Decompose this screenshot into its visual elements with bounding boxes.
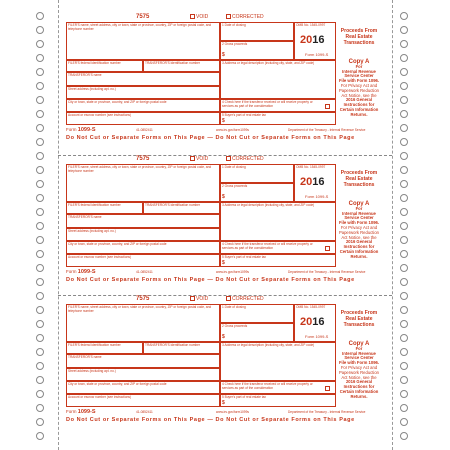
buyer-tax-box[interactable] <box>220 254 336 267</box>
copy-file: File with Form 1096. <box>338 360 380 366</box>
void-label: VOID <box>196 156 209 162</box>
filer-info-label: FILER'S name, street address, city or town, state or province, country, ZIP or foreign postal code, and telephone number <box>68 165 212 173</box>
filer-tin-box[interactable] <box>66 342 143 354</box>
form-1099s <box>66 296 382 436</box>
tractor-hole-icon <box>400 40 408 48</box>
account-label: Account or escrow number (see instructions) <box>68 113 132 117</box>
date-closing-label: 1 Date of closing <box>222 305 246 309</box>
tractor-hole-icon <box>400 404 408 412</box>
copy-a-instructions <box>336 342 382 400</box>
date-closing-label: 1 Date of closing <box>222 23 246 27</box>
box4-label: 4 Check here if the transferor received or will receive property or services as part of the consideration <box>222 242 313 250</box>
copy-file: File with Form 1096. <box>338 78 380 84</box>
corrected-label: CORRECTED <box>232 296 264 302</box>
tractor-hole-icon <box>400 180 408 188</box>
tractor-hole-icon <box>36 306 44 314</box>
tax-year <box>300 176 325 188</box>
transferor-tin-label: TRANSFEROR'S identification number <box>145 203 200 207</box>
form-number: 7575 <box>136 14 150 20</box>
tractor-hole-icon <box>400 152 408 160</box>
box4-consideration[interactable] <box>220 241 336 254</box>
copy-instructions: 2016 General Instructions for Certain Information Returns. <box>339 239 379 259</box>
box4-checkbox-icon[interactable] <box>325 246 330 251</box>
tractor-hole-icon <box>400 236 408 244</box>
tractor-hole-icon <box>400 222 408 230</box>
copy-a-instructions <box>336 202 382 260</box>
account-number-box[interactable] <box>66 394 220 407</box>
box4-checkbox-icon[interactable] <box>325 104 330 109</box>
copy-irs: Internal Revenue Service Center <box>342 68 376 79</box>
buyer-tax-box[interactable] <box>220 394 336 407</box>
tractor-hole-icon <box>400 96 408 104</box>
tax-year <box>300 316 325 328</box>
form-header <box>66 296 382 304</box>
form-1099s <box>66 156 382 296</box>
omb-label: OMB No. 1545-0997 <box>296 165 326 169</box>
gross-proceeds-box[interactable] <box>220 183 294 202</box>
copy-irs: Internal Revenue Service Center <box>342 210 376 221</box>
city-box[interactable] <box>66 99 220 112</box>
street-address-box[interactable] <box>66 228 220 241</box>
tractor-hole-icon <box>36 152 44 160</box>
tractor-hole-icon <box>36 278 44 286</box>
account-label: Account or escrow number (see instructions) <box>68 255 132 259</box>
gross-dollar-sign: $ <box>222 194 225 200</box>
filer-info-box[interactable] <box>66 304 220 342</box>
property-address-box[interactable] <box>220 342 336 381</box>
filer-info-label: FILER'S name, street address, city or town, state or province, country, ZIP or foreign postal code, and telephone number <box>68 23 212 31</box>
gross-proceeds-box[interactable] <box>220 323 294 342</box>
property-address-label: 3 Address or legal description (including city, state, and ZIP code) <box>222 203 315 207</box>
tractor-hole-icon <box>400 390 408 398</box>
tractor-hole-icon <box>400 82 408 90</box>
date-closing-box[interactable] <box>220 22 294 41</box>
do-not-cut-warning: Do Not Cut or Separate Forms on This Page — Do Not Cut or Separate Forms on This Page <box>66 277 355 283</box>
filer-info-box[interactable] <box>66 164 220 202</box>
omb-year-box <box>294 304 336 342</box>
city-label: City or town, state or province, country, and ZIP or foreign postal code <box>68 100 167 104</box>
form-header <box>66 14 382 22</box>
tractor-hole-icon <box>36 194 44 202</box>
buyer-tax-box[interactable] <box>220 112 336 125</box>
copy-privacy: For Privacy Act and Paperwork Reduction Act Notice, see the <box>338 364 380 380</box>
tractor-hole-icon <box>36 390 44 398</box>
tractor-hole-icon <box>36 348 44 356</box>
tractor-hole-icon <box>36 54 44 62</box>
footer-form-number: 1099-S <box>77 127 96 133</box>
gross-dollar-sign: $ <box>222 52 225 58</box>
street-address-label: Street address (including apt. no.) <box>68 229 116 233</box>
void-label: VOID <box>196 14 209 20</box>
tractor-hole-icon <box>400 306 408 314</box>
transferor-tin-box[interactable] <box>143 202 220 214</box>
transferor-tin-box[interactable] <box>143 60 220 72</box>
omb-label: OMB No. 1545-0997 <box>296 23 326 27</box>
tractor-hole-icon <box>36 96 44 104</box>
box5-label: 5 Buyer's part of real estate tax <box>222 395 267 399</box>
corrected-label: CORRECTED <box>232 156 264 162</box>
box5-dollar-sign: $ <box>222 400 225 406</box>
street-address-label: Street address (including apt. no.) <box>68 369 116 373</box>
tractor-hole-icon <box>36 334 44 342</box>
copy-instructions: 2016 General Instructions for Certain Information Returns. <box>339 97 379 117</box>
box5-label: 5 Buyer's part of real estate tax <box>222 255 267 259</box>
filer-info-label: FILER'S name, street address, city or town, state or province, country, ZIP or foreign postal code, and telephone number <box>68 305 212 313</box>
city-box[interactable] <box>66 381 220 394</box>
year-suffix: 16 <box>312 34 325 46</box>
filer-tin-box[interactable] <box>66 60 143 72</box>
omb-year-box <box>294 164 336 202</box>
tractor-hole-icon <box>36 376 44 384</box>
city-label: City or town, state or province, country, and ZIP or foreign postal code <box>68 242 167 246</box>
tractor-hole-icon <box>400 250 408 258</box>
omb-label: OMB No. 1545-0997 <box>296 305 326 309</box>
tractor-hole-icon <box>400 208 408 216</box>
tractor-hole-icon <box>400 12 408 20</box>
box4-consideration[interactable] <box>220 99 336 112</box>
tractor-hole-icon <box>36 166 44 174</box>
do-not-cut-warning: Do Not Cut or Separate Forms on This Page — Do Not Cut or Separate Forms on This Page <box>66 135 355 141</box>
filer-tin-label: FILER'S federal identification number <box>68 343 121 347</box>
tractor-hole-icon <box>400 264 408 272</box>
year-suffix: 16 <box>312 176 325 188</box>
copy-instructions: 2016 General Instructions for Certain Information Returns. <box>339 379 379 399</box>
form-label-small: Form 1099-S <box>305 334 329 339</box>
gross-proceeds-label: 2 Gross proceeds <box>222 184 248 188</box>
copy-for: For <box>355 345 363 351</box>
tractor-hole-icon <box>400 138 408 146</box>
tractor-hole-icon <box>36 418 44 426</box>
year-prefix: 20 <box>300 34 313 46</box>
corrected-checkbox[interactable] <box>226 156 264 162</box>
form-number: 7575 <box>136 156 150 162</box>
gross-proceeds-label: 2 Gross proceeds <box>222 324 248 328</box>
tractor-hole-icon <box>36 82 44 90</box>
transferor-name-label: TRANSFEROR'S name <box>68 73 102 77</box>
box4-label: 4 Check here if the transferor received or will receive property or services as part of the consideration <box>222 100 313 108</box>
copy-for: For <box>355 63 363 69</box>
tractor-hole-icon <box>400 278 408 286</box>
footer-form-word: Form <box>66 127 77 132</box>
copy-privacy: For Privacy Act and Paperwork Reduction Act Notice, see the <box>338 82 380 98</box>
tractor-hole-icon <box>36 40 44 48</box>
checkbox-icon <box>226 14 231 19</box>
tractor-hole-icon <box>36 404 44 412</box>
property-address-box[interactable] <box>220 60 336 99</box>
tractor-hole-icon <box>400 362 408 370</box>
transferor-name-box[interactable] <box>66 214 220 228</box>
tractor-hole-icon <box>400 68 408 76</box>
checkbox-icon <box>226 296 231 301</box>
tax-year <box>300 34 325 46</box>
copy-a-label: Copy A <box>348 59 370 65</box>
tractor-hole-icon <box>36 12 44 20</box>
year-prefix: 20 <box>300 176 313 188</box>
tractor-hole-icon <box>36 432 44 440</box>
date-closing-box[interactable] <box>220 304 294 323</box>
street-address-label: Street address (including apt. no.) <box>68 87 116 91</box>
footer-dept: Department of the Treasury - Internal Revenue Service <box>288 128 366 132</box>
footer-form-name <box>66 409 96 415</box>
checkbox-icon <box>190 14 195 19</box>
corrected-checkbox[interactable] <box>226 296 264 302</box>
tractor-hole-icon <box>400 124 408 132</box>
copy-for: For <box>355 205 363 211</box>
footer-url: www.irs.gov/form1099s <box>216 410 249 414</box>
tractor-hole-icon <box>36 250 44 258</box>
year-prefix: 20 <box>300 316 313 328</box>
tractor-hole-icon <box>36 68 44 76</box>
tractor-hole-icon <box>36 264 44 272</box>
transferor-tin-box[interactable] <box>143 342 220 354</box>
form-1099s <box>66 14 382 154</box>
footer-form-name <box>66 127 96 133</box>
corrected-checkbox[interactable] <box>226 14 264 20</box>
tractor-hole-icon <box>36 180 44 188</box>
street-address-box[interactable] <box>66 368 220 381</box>
filer-tin-box[interactable] <box>66 202 143 214</box>
tractor-hole-icon <box>400 54 408 62</box>
transferor-tin-label: TRANSFEROR'S identification number <box>145 343 200 347</box>
box5-dollar-sign: $ <box>222 118 225 124</box>
account-number-box[interactable] <box>66 112 220 125</box>
footer-cat: 41-0852411 <box>136 270 153 274</box>
tractor-hole-icon <box>400 376 408 384</box>
copy-a-label: Copy A <box>348 201 370 207</box>
footer-url: www.irs.gov/form1099s <box>216 128 249 132</box>
tractor-hole-icon <box>36 138 44 146</box>
form-title: Proceeds From Real Estate Transactions <box>340 28 378 46</box>
box4-label: 4 Check here if the transferor received or will receive property or services as part of the consideration <box>222 382 313 390</box>
form-header <box>66 156 382 164</box>
checkbox-icon <box>190 156 195 161</box>
form-label-small: Form 1099-S <box>305 52 329 57</box>
tractor-hole-icon <box>400 348 408 356</box>
property-address-label: 3 Address or legal description (including city, state, and ZIP code) <box>222 61 315 65</box>
void-checkbox[interactable] <box>190 296 208 302</box>
footer-url: www.irs.gov/form1099s <box>216 270 249 274</box>
box5-dollar-sign: $ <box>222 260 225 266</box>
footer-form-name <box>66 269 96 275</box>
gross-dollar-sign: $ <box>222 334 225 340</box>
copy-a-label: Copy A <box>348 341 370 347</box>
do-not-cut-warning: Do Not Cut or Separate Forms on This Page — Do Not Cut or Separate Forms on This Page <box>66 417 355 423</box>
filer-tin-label: FILER'S federal identification number <box>68 61 121 65</box>
tractor-hole-icon <box>400 418 408 426</box>
footer-form-word: Form <box>66 269 77 274</box>
tractor-hole-icon <box>400 194 408 202</box>
tractor-hole-icon <box>36 362 44 370</box>
void-label: VOID <box>196 296 209 302</box>
form-title: Proceeds From Real Estate Transactions <box>340 310 378 328</box>
footer-cat: 41-0852411 <box>136 128 153 132</box>
tractor-hole-icon <box>400 26 408 34</box>
box4-checkbox-icon[interactable] <box>325 386 330 391</box>
tractor-hole-icon <box>36 124 44 132</box>
footer-cat: 41-0852411 <box>136 410 153 414</box>
tractor-hole-icon <box>400 334 408 342</box>
copy-privacy: For Privacy Act and Paperwork Reduction Act Notice, see the <box>338 224 380 240</box>
form-title: Proceeds From Real Estate Transactions <box>340 170 378 188</box>
filer-tin-label: FILER'S federal identification number <box>68 203 121 207</box>
city-label: City or town, state or province, country, and ZIP or foreign postal code <box>68 382 167 386</box>
tractor-hole-icon <box>400 320 408 328</box>
checkbox-icon <box>190 296 195 301</box>
street-address-box[interactable] <box>66 86 220 99</box>
property-address-label: 3 Address or legal description (including city, state, and ZIP code) <box>222 343 315 347</box>
footer-dept: Department of the Treasury - Internal Revenue Service <box>288 410 366 414</box>
account-label: Account or escrow number (see instructions) <box>68 395 132 399</box>
footer-form-number: 1099-S <box>77 269 96 275</box>
tractor-hole-icon <box>36 110 44 118</box>
gross-proceeds-box[interactable] <box>220 41 294 60</box>
footer-form-word: Form <box>66 409 77 414</box>
transferor-name-label: TRANSFEROR'S name <box>68 355 102 359</box>
omb-year-box <box>294 22 336 60</box>
copy-irs: Internal Revenue Service Center <box>342 350 376 361</box>
corrected-label: CORRECTED <box>232 14 264 20</box>
city-box[interactable] <box>66 241 220 254</box>
void-checkbox[interactable] <box>190 14 208 20</box>
property-address-box[interactable] <box>220 202 336 241</box>
tractor-hole-icon <box>36 292 44 300</box>
box4-consideration[interactable] <box>220 381 336 394</box>
footer-dept: Department of the Treasury - Internal Revenue Service <box>288 270 366 274</box>
form-label-small: Form 1099-S <box>305 194 329 199</box>
date-closing-label: 1 Date of closing <box>222 165 246 169</box>
tractor-hole-icon <box>36 26 44 34</box>
tractor-hole-icon <box>400 432 408 440</box>
filer-info-box[interactable] <box>66 22 220 60</box>
gross-proceeds-label: 2 Gross proceeds <box>222 42 248 46</box>
tractor-hole-icon <box>400 292 408 300</box>
copy-file: File with Form 1096. <box>338 220 380 226</box>
checkbox-icon <box>226 156 231 161</box>
void-checkbox[interactable] <box>190 156 208 162</box>
account-number-box[interactable] <box>66 254 220 267</box>
copy-a-instructions <box>336 60 382 118</box>
tractor-hole-icon <box>36 222 44 230</box>
transferor-name-box[interactable] <box>66 354 220 368</box>
transferor-tin-label: TRANSFEROR'S identification number <box>145 61 200 65</box>
transferor-name-label: TRANSFEROR'S name <box>68 215 102 219</box>
form-number: 7575 <box>136 296 150 302</box>
tractor-hole-icon <box>400 110 408 118</box>
tractor-hole-icon <box>36 320 44 328</box>
transferor-name-box[interactable] <box>66 72 220 86</box>
date-closing-box[interactable] <box>220 164 294 183</box>
tractor-hole-icon <box>36 236 44 244</box>
tractor-hole-icon <box>400 166 408 174</box>
year-suffix: 16 <box>312 316 325 328</box>
tractor-hole-icon <box>36 208 44 216</box>
footer-form-number: 1099-S <box>77 409 96 415</box>
box5-label: 5 Buyer's part of real estate tax <box>222 113 267 117</box>
